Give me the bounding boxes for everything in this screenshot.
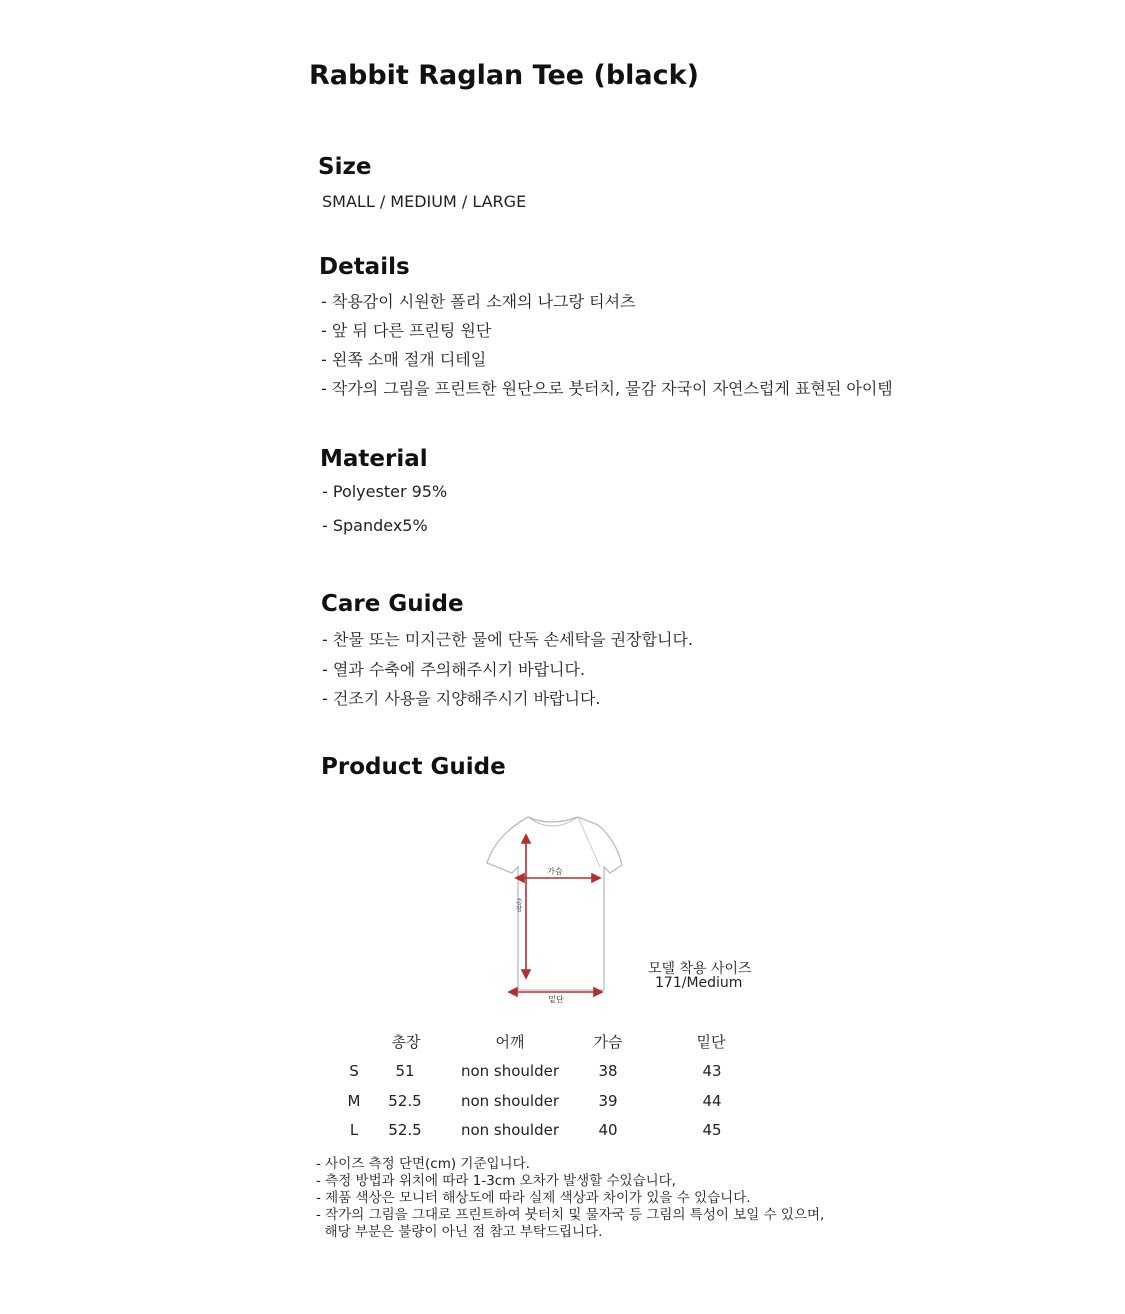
hem-label: 밑단 [548, 995, 564, 1004]
table-cell: 52.5 [388, 1121, 422, 1139]
table-cell: 39 [598, 1091, 618, 1110]
model-size: 171/Medium [655, 975, 743, 991]
table-header: 가슴 [593, 1033, 623, 1051]
size-label: L [349, 1121, 359, 1139]
table-cell: 44 [702, 1091, 722, 1110]
model-label: 모델 착용 사이즈 [648, 961, 752, 977]
table-header: 총장 [391, 1033, 421, 1051]
material-item: - Spandex5% [322, 516, 428, 535]
size-label: M [347, 1091, 361, 1110]
care-item: - 열과 수축에 주의해주시기 바랍니다. [322, 660, 586, 679]
table-cell: 51 [395, 1062, 415, 1080]
chest-label: 가슴 [547, 867, 563, 876]
table-header: 밑단 [696, 1033, 726, 1051]
table-cell: 45 [702, 1121, 722, 1139]
size-heading: Size [318, 154, 372, 180]
tee-diagram [480, 805, 640, 1005]
product-title: Rabbit Raglan Tee (black) [309, 60, 699, 91]
note: 해당 부분은 불량이 아닌 점 참고 부탁드립니다. [316, 1224, 603, 1240]
size-label: S [349, 1062, 359, 1080]
note: - 작가의 그림을 그대로 프린트하여 붓터치 및 물자국 등 그림의 특성이 보일 수 있으며, [316, 1207, 825, 1223]
table-cell: 52.5 [388, 1091, 422, 1110]
product-guide-heading: Product Guide [321, 754, 506, 780]
length-label: 총장 [515, 898, 523, 912]
care-item: - 찬물 또는 미지근한 물에 단독 손세탁을 권장합니다. [322, 630, 694, 649]
care-heading: Care Guide [321, 591, 464, 617]
table-cell: 38 [598, 1062, 618, 1080]
table-cell: non shoulder [460, 1091, 560, 1110]
note: - 사이즈 측정 단면(cm) 기준입니다. [316, 1156, 530, 1172]
details-item: - 착용감이 시원한 폴리 소재의 나그랑 티셔츠 [321, 292, 636, 311]
table-cell: 43 [702, 1062, 722, 1080]
table-cell: non shoulder [460, 1062, 560, 1080]
care-item: - 건조기 사용을 지양해주시기 바랍니다. [322, 689, 601, 708]
material-heading: Material [320, 446, 428, 472]
table-header: 어깨 [495, 1033, 525, 1051]
size-notes [316, 1156, 824, 1241]
table-cell: 40 [598, 1121, 618, 1139]
note: - 측정 방법과 위치에 따라 1-3cm 오차가 발생할 수있습니다, [316, 1173, 676, 1189]
details-item: - 왼쪽 소매 절개 디테일 [321, 350, 487, 369]
size-options: SMALL / MEDIUM / LARGE [322, 192, 527, 211]
details-item: - 앞 뒤 다른 프린팅 원단 [321, 321, 492, 340]
details-heading: Details [319, 254, 410, 280]
note: - 제품 색상은 모니터 해상도에 따라 실제 색상과 차이가 있을 수 있습니다. [316, 1190, 751, 1206]
table-cell: non shoulder [460, 1121, 560, 1139]
details-item: - 작가의 그림을 프린트한 원단으로 붓터치, 물감 자국이 자연스럽게 표현된 아이템 [321, 379, 893, 398]
material-item: - Polyester 95% [322, 482, 448, 501]
